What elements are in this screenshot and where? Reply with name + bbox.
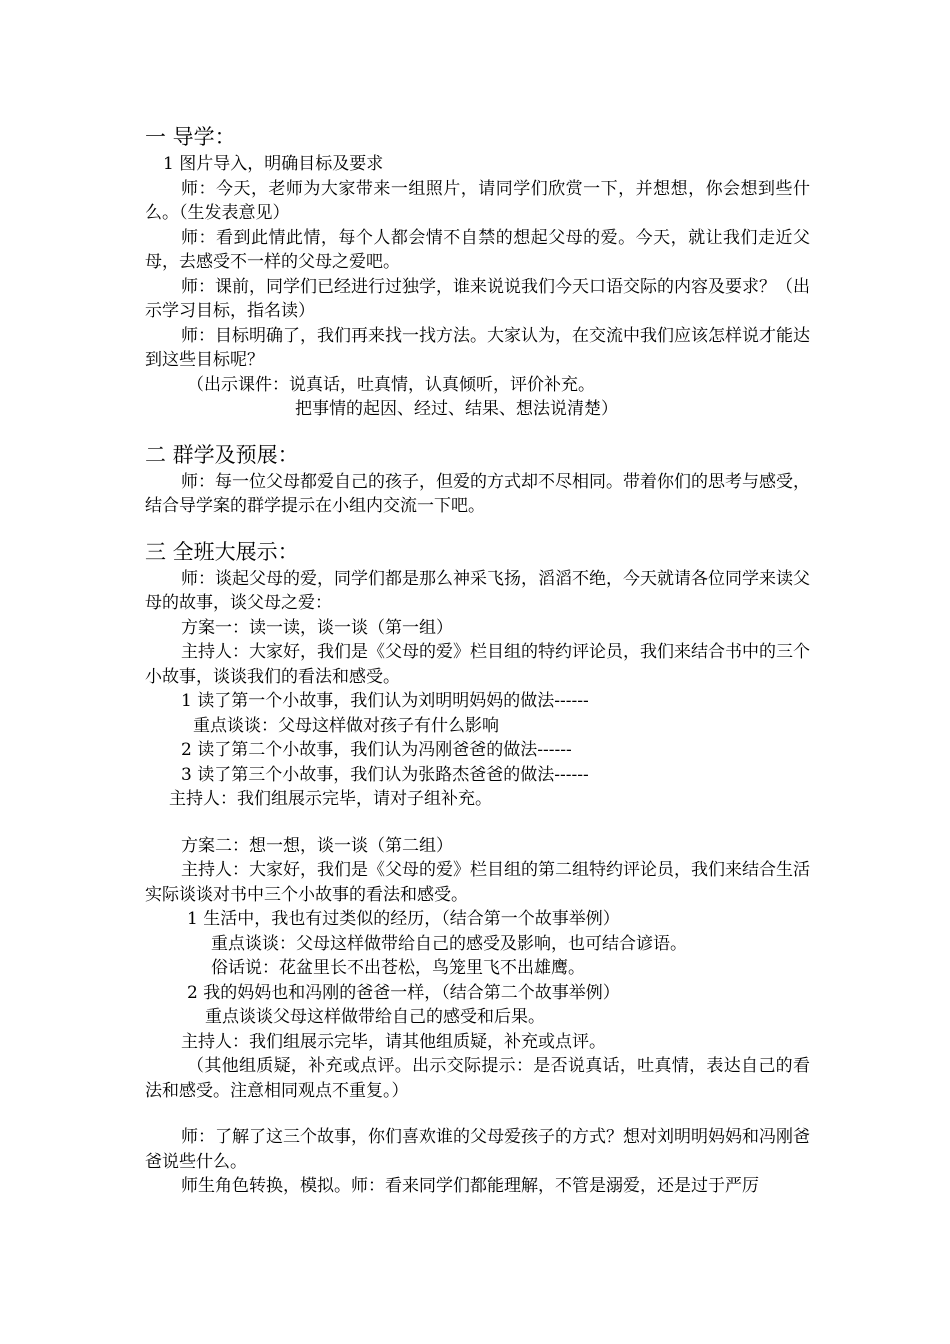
- host-line: 主持人：我们组展示完毕，请其他组质疑，补充或点评。: [181, 1031, 606, 1052]
- plan-two-title: 方案二：想一想，谈一谈（第二组）: [181, 835, 453, 856]
- paragraph: 师：看到此情此情，每个人都会情不自禁的想起父母的爱。今天，就让我们走近父母，去感受不一样的父母之爱吧。: [145, 227, 810, 272]
- list-item: 2 我的妈妈也和冯刚的爸爸一样，（结合第二个故事举例）: [187, 982, 620, 1003]
- paragraph: 师生角色转换，模拟。师：看来同学们都能理解，不管是溺爱，还是过于严厉: [181, 1176, 759, 1196]
- paragraph: 师：课前，同学们已经进行过独学，谁来说说我们今天口语交际的内容及要求？（出示学习目标，指名读）: [145, 276, 810, 321]
- list-item-note: 重点谈谈父母这样做带给自己的感受和后果。: [205, 1007, 545, 1027]
- paragraph: （其他组质疑，补充或点评。出示交际提示：是否说真话，吐真情，表达自己的看法和感受。注意相同观点不重复。）: [145, 1056, 810, 1101]
- section-1-step-1: 1 图片导入，明确目标及要求: [163, 154, 384, 174]
- list-item: 1 读了第一个小故事，我们认为刘明明妈妈的做法------: [181, 691, 589, 711]
- section-3-heading: 三 全班大展示：: [145, 539, 299, 564]
- list-item-note: 重点谈谈：父母这样做对孩子有什么影响: [193, 715, 499, 736]
- list-item: 3 读了第三个小故事，我们认为张路杰爸爸的做法------: [181, 764, 589, 785]
- paragraph: 师：今天，老师为大家带来一组照片，请同学们欣赏一下，并想想，你会想到些什么。（生发表意见）: [145, 178, 810, 223]
- paragraph: 主持人：大家好，我们是《父母的爱》栏目组的特约评论员，我们来结合书中的三个小故事，谈谈我们的看法和感受。: [145, 642, 810, 687]
- paragraph: 师：每一位父母都爱自己的孩子，但爱的方式却不尽相同。带着你们的思考与感受，结合导学案的群学提示在小组内交流一下吧。: [145, 471, 810, 516]
- list-item: 1 生活中，我也有过类似的经历，（结合第一个故事举例）: [187, 909, 620, 929]
- list-item: 2 读了第二个小故事，我们认为冯刚爸爸的做法------: [181, 740, 572, 760]
- list-item-note: 重点谈谈：父母这样做带给自己的感受及影响，也可结合谚语。: [211, 933, 687, 954]
- paragraph: 师：目标明确了，我们再来找一找方法。大家认为，在交流中我们应该怎样说才能达到这些目标呢？: [145, 325, 810, 370]
- host-line: 主持人：我们组展示完毕，请对子组补充。: [169, 789, 492, 809]
- paragraph: 师：了解了这三个故事，你们喜欢谁的父母爱孩子的方式？想对刘明明妈妈和冯刚爸爸说些什么。: [145, 1127, 810, 1172]
- courseware-note-cont: 把事情的起因、经过、结果、想法说清楚）: [295, 399, 618, 419]
- paragraph: 主持人：大家好，我们是《父母的爱》栏目组的第二组特约评论员，我们来结合生活实际谈谈对书中三个小故事的看法和感受。: [145, 860, 810, 905]
- section-1-heading: 一 导学：: [145, 125, 236, 149]
- plan-one-title: 方案一：读一读，谈一谈（第一组）: [181, 617, 453, 638]
- paragraph: 师：谈起父母的爱，同学们都是那么神采飞扬，滔滔不绝，今天就请各位同学来读父母的故事，谈父母之爱：: [145, 568, 810, 613]
- proverb-line: 俗话说：花盆里长不出苍松，鸟笼里飞不出雄鹰。: [211, 958, 585, 978]
- document-page: [145, 122, 810, 1199]
- courseware-note: （出示课件：说真话，吐真情，认真倾听，评价补充。: [187, 374, 595, 395]
- section-2-heading: 二 群学及预展：: [145, 442, 299, 467]
